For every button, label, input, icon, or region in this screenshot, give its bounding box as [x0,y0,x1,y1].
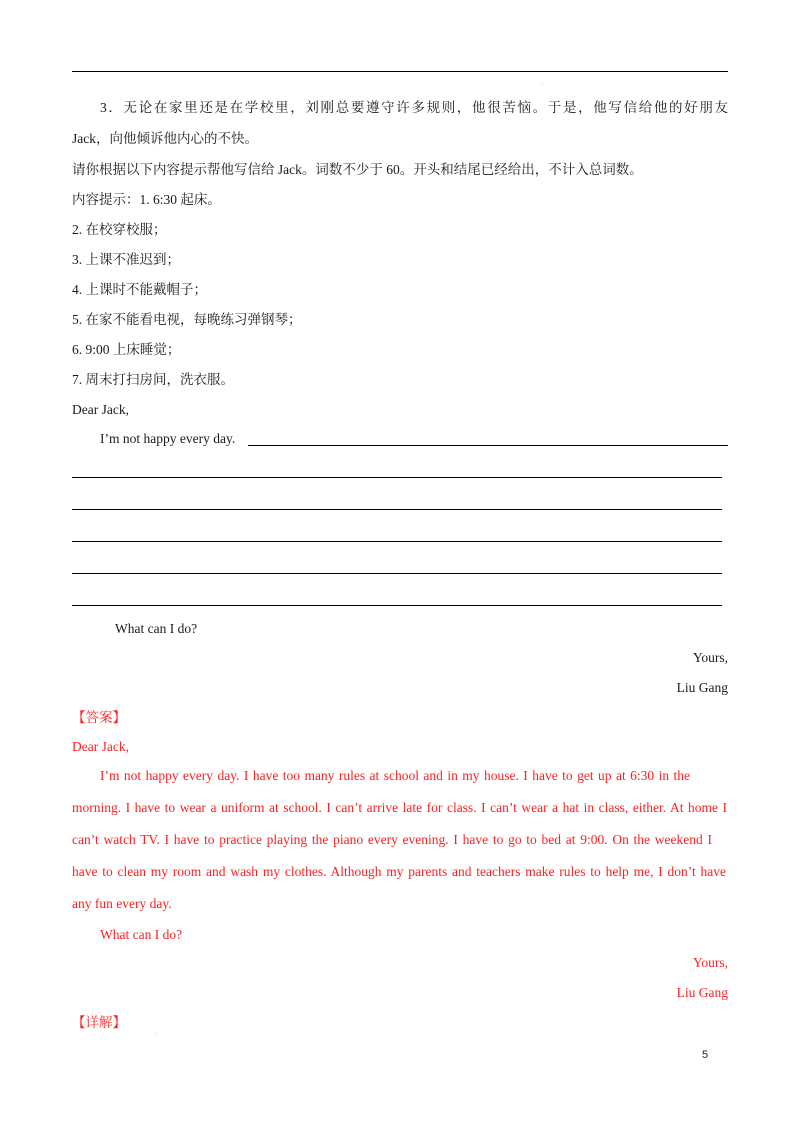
answer-body-line: any fun every day. [72,896,172,911]
prompt-title: 内容提示：1. 6:30 起床。 [72,192,221,207]
header-dot: . [542,80,544,86]
writing-blank-line[interactable] [72,605,722,606]
writing-blank-line[interactable] [248,445,728,446]
prompt-point: 3. 上课不准迟到； [72,252,180,267]
question-line-2: Jack，向他倾诉他内心的不快。 [72,131,258,146]
page-number: 5 [702,1049,709,1061]
prompt-point: 7. 周末打扫房间，洗衣服。 [72,372,234,387]
answer-body-line: morning. I have to wear a uniform at school. I can’t arrive late for class. I can’t wear a hat in class, either. At home I [72,800,727,815]
template-sign-off: Yours, [692,650,728,665]
prompt-point: 5. 在家不能看电视，每晚练习弹钢琴； [72,312,302,327]
answer-label: 【答案】 [72,710,126,725]
question-instruction: 请你根据以下内容提示帮他写信给 Jack。词数不少于 60。开头和结尾已经给出，不计入总词数。 [72,162,643,177]
writing-blank-line[interactable] [72,477,722,478]
writing-blank-line[interactable] [72,541,722,542]
writing-blank-line[interactable] [72,509,722,510]
header-rule [72,71,728,72]
footer-dot: . [156,1030,158,1036]
answer-body-line: have to clean my room and wash my clothes. Although my parents and teachers make rules to help me, I don’t have [72,864,726,879]
template-first-sentence: I’m not happy every day. [100,431,236,446]
template-greeting: Dear Jack, [72,402,129,417]
answer-sign-off: Yours, [692,955,728,970]
answer-closing-question: What can I do? [100,927,183,942]
writing-blank-line[interactable] [72,573,722,574]
template-closing-question: What can I do? [115,621,198,636]
template-signature: Liu Gang [676,680,728,695]
question-line-1: 3．无论在家里还是在学校里，刘刚总要遵守许多规则，他很苦恼。于是，他写信给他的好朋友 [100,100,728,115]
explanation-label: 【详解】 [72,1015,126,1030]
answer-greeting: Dear Jack, [72,739,129,754]
prompt-point: 4. 上课时不能戴帽子； [72,282,207,297]
answer-body-line: can’t watch TV. I have to practice playing the piano every evening. I have to go to bed at 9:00. On the weekend I [72,832,712,847]
answer-signature: Liu Gang [676,985,728,1000]
prompt-point: 6. 9:00 上床睡觉； [72,342,181,357]
prompt-point: 2. 在校穿校服； [72,222,167,237]
answer-body-line: I’m not happy every day. I have too many rules at school and in my house. I have to get up at 6:30 in the [100,768,690,783]
